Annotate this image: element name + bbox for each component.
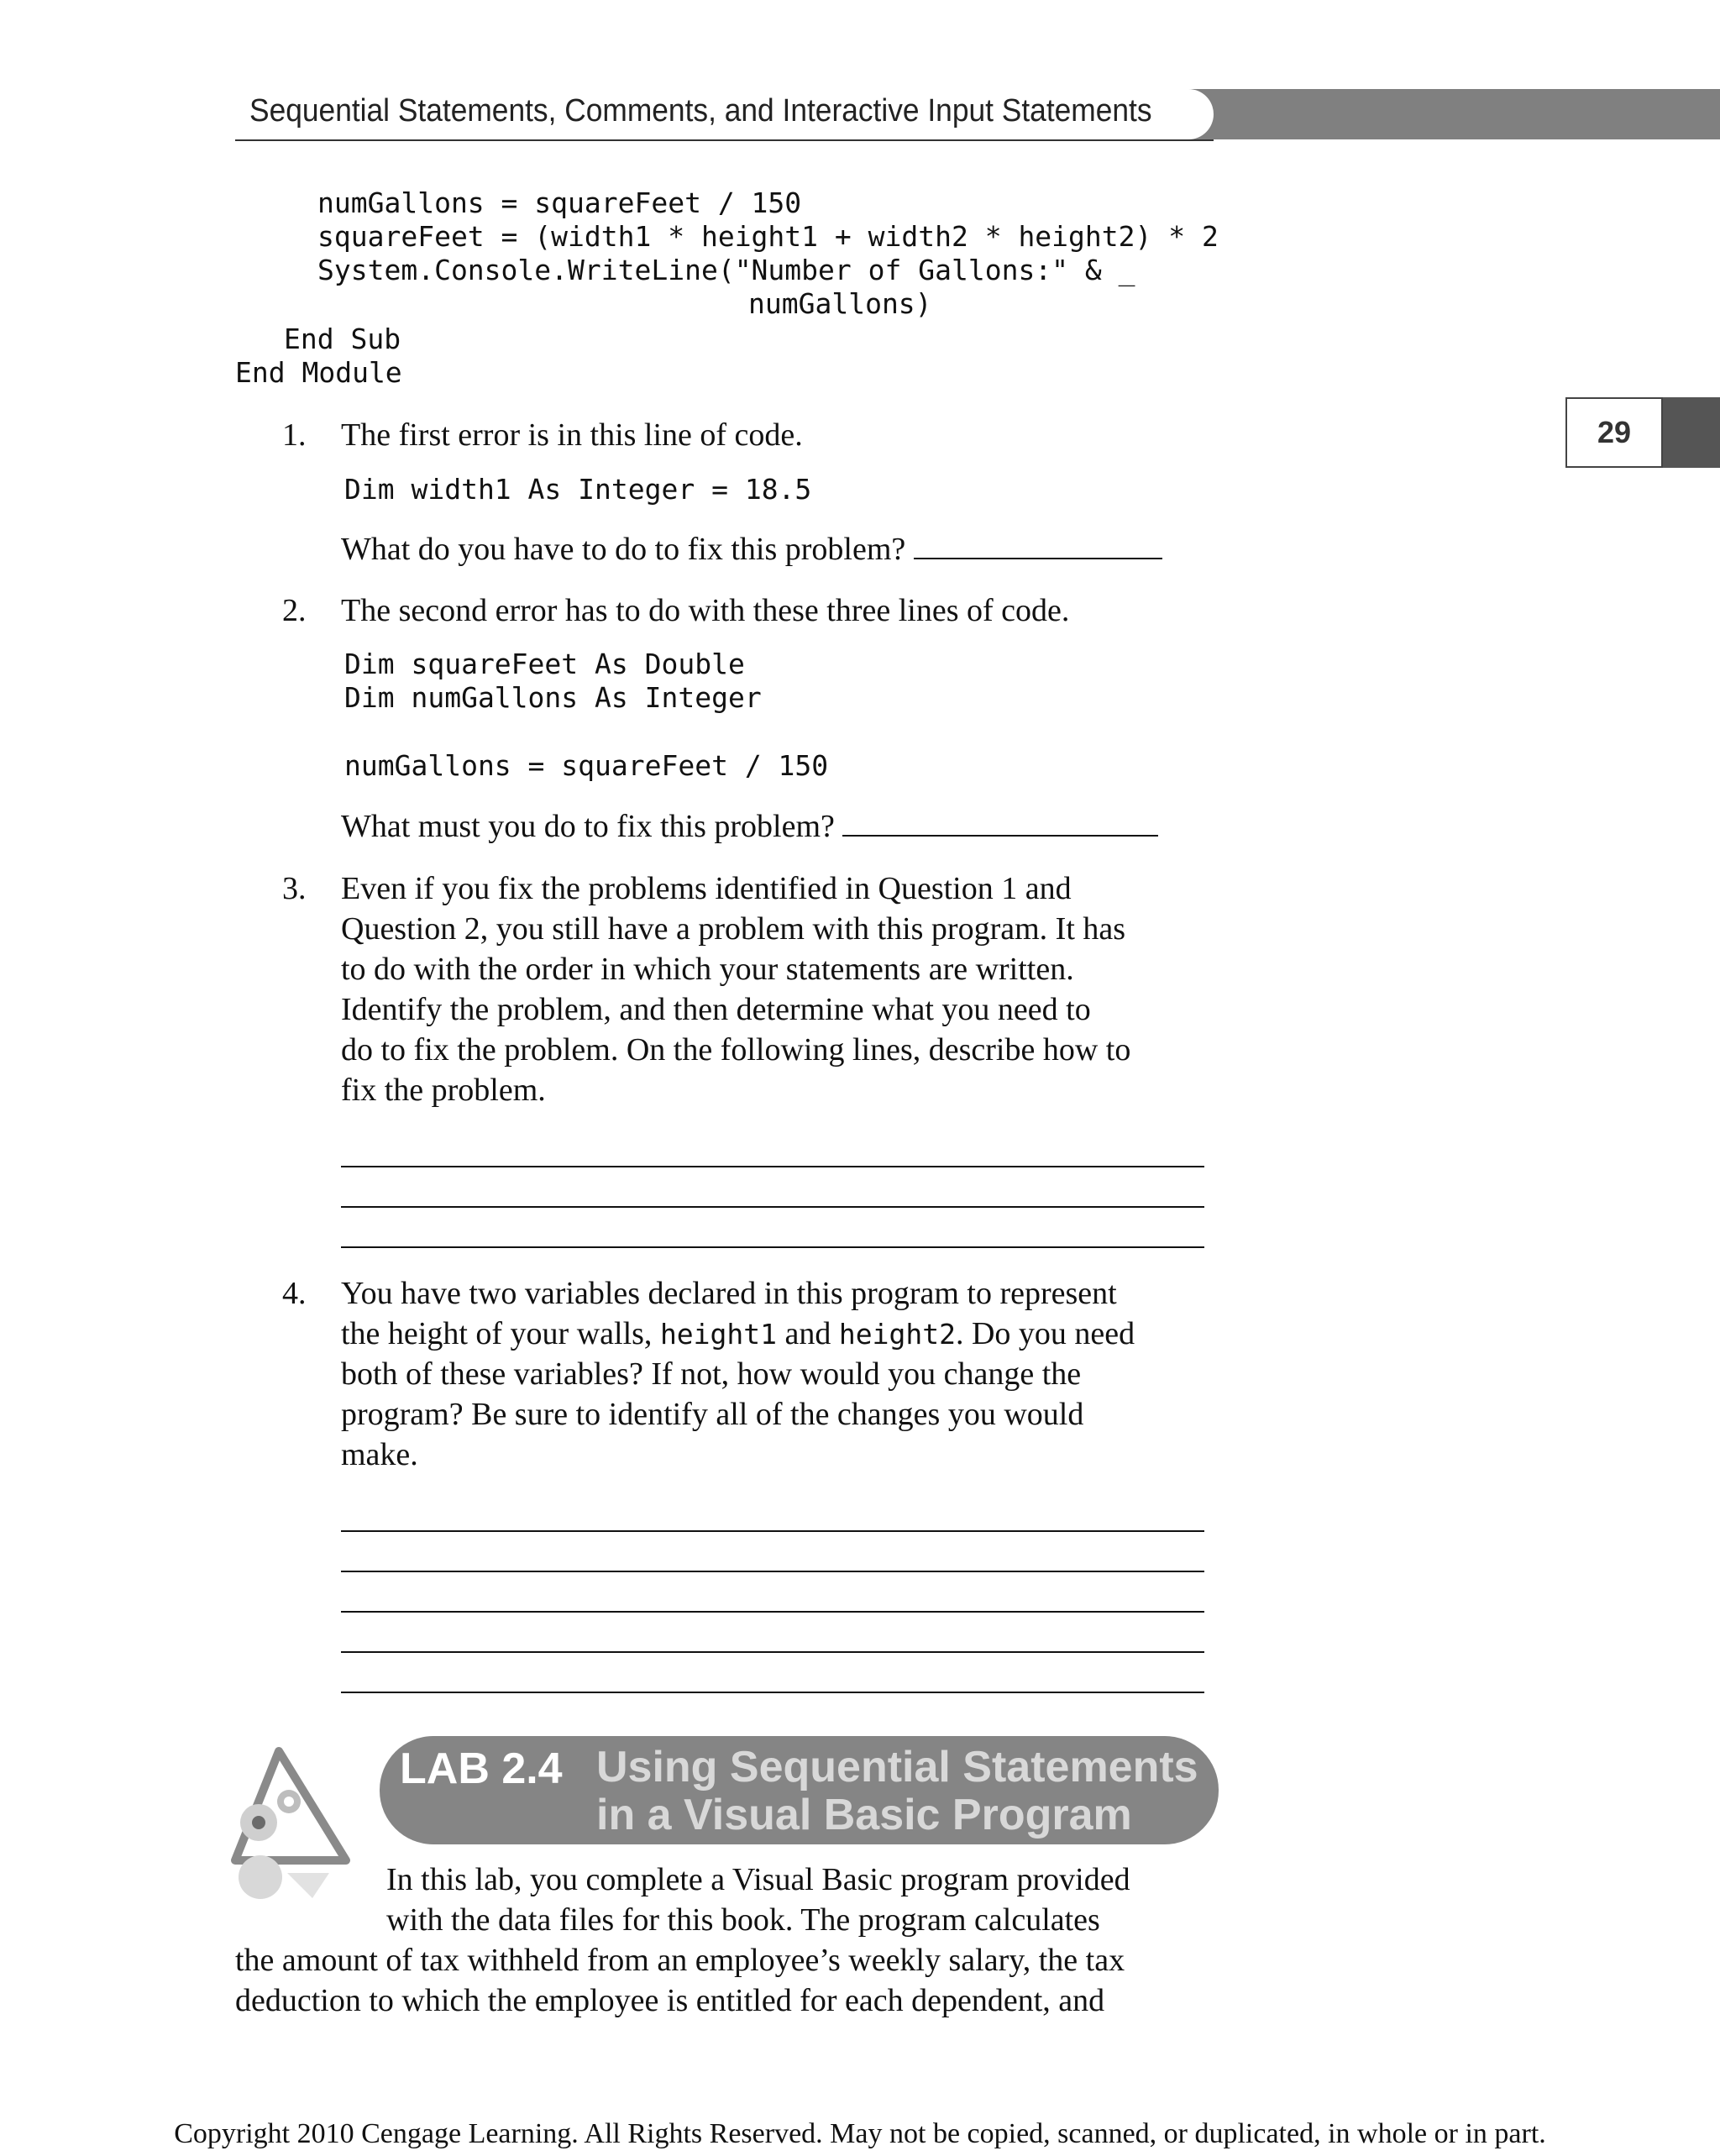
question-text-line: Even if you fix the problems identified in Question 1 and: [341, 871, 1072, 906]
question-text-line: make.: [341, 1437, 418, 1472]
question-text: The first error is in this line of code.: [341, 417, 803, 453]
copyright-notice: Copyright 2010 Cengage Learning. All Rights Reserved. May not be copied, scanned, or duplicated, in whole or in part.: [174, 2118, 1546, 2149]
answer-line[interactable]: [341, 1166, 1204, 1167]
answer-line[interactable]: [341, 1651, 1204, 1653]
question-prompt: What do you have to do to fix this problem?: [341, 529, 1162, 569]
question-text-line: Identify the problem, and then determine what you need to: [341, 992, 1091, 1027]
lab-intro-line: the amount of tax withheld from an employee’s weekly salary, the tax: [235, 1943, 1125, 1978]
code-line: squareFeet = (width1 * height1 + width2 * height2) * 2: [317, 220, 1219, 253]
answer-line[interactable]: [341, 1530, 1204, 1532]
inline-code: height1: [659, 1318, 778, 1351]
lab-intro-line: with the data files for this book. The program calculates: [386, 1902, 1100, 1938]
answer-line[interactable]: [341, 1246, 1204, 1248]
code-line: System.Console.WriteLine("Number of Gallons:" & _: [317, 254, 1135, 286]
code-line: End Module: [235, 356, 402, 389]
page-number: 29: [1565, 397, 1663, 468]
lab-intro-line: In this lab, you complete a Visual Basic program provided: [386, 1862, 1130, 1897]
code-line: End Sub: [284, 323, 401, 355]
question-text-line: the height of your walls, height1 and height2. Do you need: [341, 1316, 1135, 1351]
code-line: numGallons): [748, 287, 932, 320]
question-text-line: You have two variables declared in this program to represent: [341, 1276, 1117, 1311]
question-text-line: to do with the order in which your statements are written.: [341, 952, 1074, 987]
code-line: Dim squareFeet As Double: [344, 648, 745, 680]
code-line: Dim width1 As Integer = 18.5: [344, 473, 812, 506]
answer-line[interactable]: [341, 1206, 1204, 1208]
question-text-line: Question 2, you still have a problem with this program. It has: [341, 911, 1126, 947]
question-prompt: What must you do to fix this problem?: [341, 806, 1158, 847]
question-number: 4.: [282, 1276, 307, 1311]
question-text-line: program? Be sure to identify all of the changes you would: [341, 1397, 1084, 1432]
lab-intro-line: deduction to which the employee is entitled for each dependent, and: [235, 1983, 1105, 2018]
answer-line[interactable]: [341, 1611, 1204, 1613]
answer-line[interactable]: [341, 1692, 1204, 1693]
lab-number: LAB 2.4: [400, 1744, 563, 1793]
header-rule: [235, 139, 1214, 141]
page-tab-marker: [1663, 397, 1720, 468]
question-number: 2.: [282, 593, 307, 628]
lab-title-line: Using Sequential Statements: [596, 1743, 1198, 1791]
code-line: Dim numGallons As Integer: [344, 681, 762, 714]
answer-blank[interactable]: [914, 529, 1162, 559]
code-line: numGallons = squareFeet / 150: [344, 749, 829, 782]
running-header-title: Sequential Statements, Comments, and Interactive Input Statements: [249, 93, 1152, 129]
code-line: numGallons = squareFeet / 150: [317, 186, 802, 219]
question-text-line: fix the problem.: [341, 1073, 546, 1108]
answer-blank[interactable]: [842, 806, 1158, 837]
question-text-line: both of these variables? If not, how would you change the: [341, 1356, 1082, 1392]
lab-title: [596, 1744, 1198, 1839]
lab-gears-icon: [228, 1743, 354, 1911]
question-number: 1.: [282, 417, 307, 453]
question-number: 3.: [282, 871, 307, 906]
answer-line[interactable]: [341, 1571, 1204, 1572]
question-text-line: do to fix the problem. On the following lines, describe how to: [341, 1032, 1131, 1068]
lab-title-line: in a Visual Basic Program: [596, 1791, 1132, 1839]
question-text: The second error has to do with these three lines of code.: [341, 593, 1070, 628]
inline-code: height2: [838, 1318, 956, 1351]
